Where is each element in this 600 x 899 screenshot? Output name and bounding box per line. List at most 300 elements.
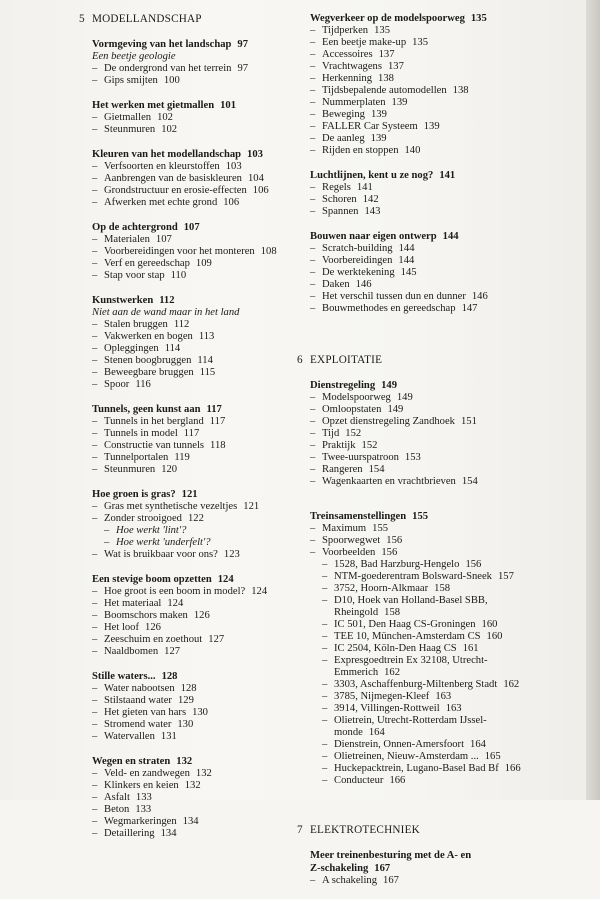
section-title-text: Z-schakeling — [310, 863, 369, 874]
section-title — [310, 510, 580, 523]
section-page-number: 149 — [381, 380, 398, 391]
toc-entry — [310, 121, 580, 133]
section-page-number: 132 — [176, 756, 193, 767]
toc-entry — [92, 525, 297, 537]
toc-entry — [92, 634, 297, 646]
entry-page-number: 100 — [163, 75, 180, 86]
toc-entry — [92, 246, 297, 258]
entry-page-number: 107 — [155, 234, 172, 245]
toc-entry — [92, 367, 297, 379]
toc-entry — [310, 703, 580, 715]
entry-text: Vrachtwagens — [322, 61, 382, 72]
entry-page-number: 117 — [183, 428, 200, 439]
entry-text: Gips smijten — [104, 75, 158, 86]
entry-text: De aanleg — [322, 133, 365, 144]
toc-entry — [92, 586, 297, 598]
entry-text: Huckepacktrein, Lugano-Basel Bad Bf — [334, 763, 499, 774]
toc-entry — [92, 355, 297, 367]
entry-text: Tunnelportalen — [104, 452, 169, 463]
toc-entry — [92, 768, 297, 780]
toc-section — [310, 230, 580, 315]
toc-entry — [310, 715, 580, 727]
entry-text: Spannen — [322, 206, 359, 217]
toc-entry — [310, 392, 580, 404]
toc-entry — [92, 319, 297, 331]
entry-text: Stromend water — [104, 719, 172, 730]
toc-section — [92, 488, 297, 561]
toc-entry — [310, 49, 580, 61]
entry-page-number: 117 — [209, 416, 226, 427]
entry-text: Asfalt — [104, 792, 130, 803]
entry-page-number: 161 — [462, 643, 479, 654]
entry-text: Detaillering — [104, 828, 155, 839]
entry-page-number: 115 — [199, 367, 216, 378]
entry-page-number: 154 — [461, 476, 478, 487]
entry-page-number: 144 — [398, 243, 415, 254]
entry-page-number: 149 — [396, 392, 413, 403]
toc-entry — [92, 270, 297, 282]
toc-entry — [310, 739, 580, 751]
toc-entry — [310, 571, 580, 583]
toc-entry — [92, 828, 297, 840]
toc-entry — [310, 243, 580, 255]
toc-section — [92, 294, 297, 391]
entry-page-number: 157 — [497, 571, 514, 582]
section-page-number: 101 — [220, 100, 236, 111]
entry-page-number: 137 — [387, 61, 404, 72]
toc-entry — [310, 404, 580, 416]
toc-entry — [310, 691, 580, 703]
entry-page-number: 156 — [465, 559, 482, 570]
entry-text: Tijdsbepalende automodellen — [322, 85, 447, 96]
section-title-text: Wegverkeer op de modelspoorweg — [310, 13, 465, 24]
entry-text: Beton — [104, 804, 130, 815]
entry-page-number: 114 — [197, 355, 213, 366]
entry-text: Accessoires — [322, 49, 373, 60]
entry-page-number: 152 — [361, 440, 378, 451]
section-title — [92, 670, 297, 683]
entry-page-number: 106 — [252, 185, 269, 196]
section-title — [92, 38, 297, 51]
entry-page-number: 138 — [378, 73, 394, 84]
entry-text: Voorbereidingen voor het monteren — [104, 246, 255, 257]
entry-page-number: 132 — [195, 768, 212, 779]
entry-text: Tunnels in het bergland — [104, 416, 204, 427]
entry-page-number: 123 — [223, 549, 240, 560]
entry-text: Aanbrengen van de basiskleuren — [104, 173, 242, 184]
toc-entry — [92, 683, 297, 695]
section-title — [92, 221, 297, 234]
entry-text: Verf en gereedschap — [104, 258, 190, 269]
entry-page-number: 151 — [460, 416, 477, 427]
toc-section — [92, 221, 297, 282]
section-title-text: Op de achtergrond — [92, 222, 178, 233]
entry-page-number: 133 — [135, 792, 152, 803]
page-edge — [586, 0, 600, 800]
entry-text: 3303, Aschaffenburg-Miltenberg Stadt — [334, 679, 498, 690]
entry-text: Hoe werkt 'underfelt'? — [116, 537, 211, 548]
section-page-number: 128 — [161, 671, 178, 682]
entry-page-number: 162 — [384, 667, 401, 678]
entry-page-number: 162 — [503, 679, 520, 690]
toc-entry — [310, 428, 580, 440]
section-page-number: 144 — [442, 231, 459, 242]
toc-entry — [310, 535, 580, 547]
entry-page-number: 116 — [135, 379, 151, 390]
entry-page-number: 127 — [208, 634, 225, 645]
toc-entry — [92, 537, 297, 549]
entry-text: Het loof — [104, 622, 140, 633]
entry-text: Bouwmethodes en gereedschap — [322, 303, 456, 314]
section-title-text: Kleuren van het modellandschap — [92, 149, 242, 160]
entry-text: Modelspoorweg — [322, 392, 391, 403]
toc-entry — [310, 875, 580, 887]
toc-entry — [310, 145, 580, 157]
entry-text: Regels — [322, 182, 351, 193]
entry-text: Omloopstaten — [322, 404, 382, 415]
chapter-heading — [79, 12, 297, 26]
section-title-text: Bouwen naar eigen ontwerp — [310, 231, 437, 242]
entry-page-number: 110 — [170, 270, 187, 281]
entry-page-number: 132 — [184, 780, 201, 791]
toc-section — [92, 99, 297, 136]
section-title — [92, 573, 297, 586]
entry-page-number: 108 — [260, 246, 277, 257]
toc-entry — [310, 667, 580, 679]
entry-text: Praktijk — [322, 440, 356, 451]
entry-page-number: 102 — [161, 124, 178, 135]
toc-entry — [310, 559, 580, 571]
entry-page-number: 97 — [237, 63, 249, 74]
entry-text: Tijdperken — [322, 25, 369, 36]
toc-entry — [310, 267, 580, 279]
chapter-number: 6 — [297, 354, 303, 366]
entry-page-number: 149 — [387, 404, 404, 415]
entry-text: Zeeschuim en zoethout — [104, 634, 203, 645]
section-page-number: 167 — [374, 863, 391, 874]
entry-text: De ondergrond van het terrein — [104, 63, 232, 74]
entry-page-number: 163 — [435, 691, 452, 702]
toc-entry — [310, 547, 580, 559]
entry-text: IC 2504, Köln-Den Haag CS — [334, 643, 457, 654]
entry-text: Daken — [322, 279, 350, 290]
entry-text: Conducteur — [334, 775, 384, 786]
chapter-heading — [297, 823, 580, 837]
section-title-text: Tunnels, geen kunst aan — [92, 404, 201, 415]
toc-entry — [92, 501, 297, 513]
section-title — [92, 99, 297, 112]
chapter-number: 7 — [297, 824, 303, 836]
entry-text: Spoorwegwet — [322, 535, 381, 546]
toc-entry — [310, 523, 580, 535]
entry-text: A schakeling — [322, 875, 378, 886]
toc-entry — [92, 695, 297, 707]
entry-page-number: 138 — [452, 85, 469, 96]
entry-text: Materialen — [104, 234, 150, 245]
toc-entry — [92, 549, 297, 561]
entry-text: 1528, Bad Harzburg-Hengelo — [334, 559, 460, 570]
entry-text: Steunmuren — [104, 464, 156, 475]
chapter-title: MODELLANDSCHAP — [92, 13, 202, 25]
entry-text: Constructie van tunnels — [104, 440, 205, 451]
section-title-text: Vormgeving van het landschap — [92, 39, 232, 50]
entry-page-number: 135 — [412, 37, 429, 48]
chapter-spacer — [310, 799, 580, 823]
section-page-number: 124 — [217, 574, 234, 585]
entry-page-number: 164 — [470, 739, 486, 750]
toc-entry — [310, 476, 580, 488]
entry-text: Herkenning — [322, 73, 373, 84]
section-title — [92, 755, 297, 768]
entry-page-number: 119 — [174, 452, 190, 463]
toc-entry — [92, 452, 297, 464]
section-title — [310, 169, 580, 182]
section-title-text: Treinsamenstellingen — [310, 511, 407, 522]
section-page-number: 141 — [439, 170, 456, 181]
toc-entry — [310, 291, 580, 303]
toc-section — [310, 169, 580, 218]
entry-page-number: 142 — [362, 194, 379, 205]
toc-entry — [310, 416, 580, 428]
toc-section — [310, 379, 580, 488]
entry-text: Rijden en stoppen — [322, 145, 399, 156]
toc-entry — [92, 622, 297, 634]
entry-text: Opzet dienstregeling Zandhoek — [322, 416, 455, 427]
toc-entry — [92, 197, 297, 209]
entry-page-number: 143 — [364, 206, 381, 217]
entry-page-number: 102 — [157, 112, 173, 123]
entry-page-number: 126 — [145, 622, 161, 633]
toc-entry — [92, 331, 297, 343]
section-title-text: Een stevige boom opzetten — [92, 574, 212, 585]
section-title — [310, 849, 580, 875]
entry-page-number: 120 — [161, 464, 178, 475]
toc-entry — [310, 727, 580, 739]
entry-text: IC 501, Den Haag CS-Groningen — [334, 619, 476, 630]
toc-entry — [310, 583, 580, 595]
chapter-title: EXPLOITATIE — [310, 354, 383, 366]
section-page-number: 135 — [470, 13, 487, 24]
entry-page-number: 139 — [423, 121, 440, 132]
entry-text: Schoren — [322, 194, 357, 205]
toc-entry — [92, 112, 297, 124]
toc-entry — [310, 303, 580, 315]
entry-page-number: 135 — [374, 25, 390, 36]
toc-entry — [310, 679, 580, 691]
entry-page-number: 144 — [398, 255, 415, 266]
entry-text: Het gieten van hars — [104, 707, 187, 718]
entry-text: Afwerken met echte grond — [104, 197, 218, 208]
entry-text: Verfsoorten en kleurstoffen — [104, 161, 220, 172]
toc-section — [92, 38, 297, 87]
toc-entry — [92, 804, 297, 816]
entry-text: Wagenkaarten en vrachtbrieven — [322, 476, 456, 487]
section-title — [92, 294, 297, 307]
entry-text: Olietrein, Utrecht-Rotterdam IJssel- — [334, 715, 487, 726]
toc-entry — [310, 751, 580, 763]
entry-page-number: 106 — [223, 197, 240, 208]
entry-page-number: 127 — [164, 646, 181, 657]
entry-text: Hoe werkt 'lint'? — [116, 525, 187, 536]
entry-text: Stap voor stap — [104, 270, 165, 281]
toc-entry — [92, 416, 297, 428]
entry-page-number: 160 — [481, 619, 498, 630]
entry-text: Opleggingen — [104, 343, 159, 354]
entry-text: Het materiaal — [104, 598, 162, 609]
entry-page-number: 145 — [400, 267, 417, 278]
entry-text: Naaldbomen — [104, 646, 159, 657]
entry-text: Stenen boogbruggen — [104, 355, 192, 366]
entry-text: 3914, Villingen-Rottweil — [334, 703, 440, 714]
entry-text: 3785, Nijmegen-Kleef — [334, 691, 430, 702]
entry-text: Beweging — [322, 109, 365, 120]
entry-page-number: 103 — [225, 161, 242, 172]
toc-entry — [92, 816, 297, 828]
entry-text: FALLER Car Systeem — [322, 121, 418, 132]
entry-page-number: 166 — [389, 775, 406, 786]
toc-section — [310, 12, 580, 157]
toc-entry — [310, 440, 580, 452]
entry-page-number: 134 — [182, 816, 199, 827]
entry-text: Grondstructuur en erosie-effecten — [104, 185, 247, 196]
entry-text: Spoor — [104, 379, 130, 390]
entry-text: Dienstrein, Onnen-Amersfoort — [334, 739, 465, 750]
entry-text: Wat is bruikbaar voor ons? — [104, 549, 218, 560]
section-title-text: Luchtlijnen, kent u ze nog? — [310, 170, 434, 181]
toc-entry — [310, 73, 580, 85]
entry-page-number: 158 — [384, 607, 401, 618]
toc-entry — [92, 513, 297, 525]
section-title — [310, 230, 580, 243]
section-page-number: 103 — [247, 149, 263, 160]
entry-text: 3752, Hoorn-Alkmaar — [334, 583, 429, 594]
entry-page-number: 133 — [135, 804, 152, 815]
toc-entry — [310, 85, 580, 97]
entry-text: Scratch-building — [322, 243, 393, 254]
section-title-text: Dienstregeling — [310, 380, 376, 391]
entry-page-number: 113 — [198, 331, 215, 342]
section-page-number: 121 — [181, 489, 198, 500]
entry-text: monde — [334, 727, 363, 738]
chapter-number: 5 — [79, 13, 85, 25]
section-title-text: Meer treinenbesturing met de A- en — [310, 850, 472, 861]
toc-entry — [310, 452, 580, 464]
entry-text: Water nabootsen — [104, 683, 175, 694]
entry-page-number: 109 — [195, 258, 212, 269]
toc-entry — [310, 25, 580, 37]
entry-page-number: 141 — [356, 182, 373, 193]
toc-entry — [310, 97, 580, 109]
entry-page-number: 147 — [461, 303, 478, 314]
section-title-text: Stille waters... — [92, 671, 156, 682]
entry-text: Wegmarkeringen — [104, 816, 177, 827]
entry-text: Rangeren — [322, 464, 363, 475]
chapter-spacer — [310, 327, 580, 353]
toc-entry — [92, 464, 297, 476]
toc-entry — [92, 440, 297, 452]
entry-page-number: 114 — [164, 343, 181, 354]
entry-text: Stilstaand water — [104, 695, 172, 706]
section-title — [92, 403, 297, 416]
entry-page-number: 104 — [247, 173, 264, 184]
entry-page-number: 167 — [383, 875, 399, 886]
toc-entry — [92, 719, 297, 731]
toc-entry — [92, 610, 297, 622]
entry-text: TEE 10, München-Amsterdam CS — [334, 631, 481, 642]
toc-entry — [92, 707, 297, 719]
toc-entry — [310, 133, 580, 145]
toc-entry — [310, 775, 580, 787]
entry-page-number: 139 — [370, 109, 387, 120]
entry-text: D10, Hoek van Holland-Basel SBB, — [334, 595, 488, 606]
section-title — [310, 379, 580, 392]
section-page-number: 97 — [237, 39, 249, 50]
entry-page-number: 128 — [180, 683, 197, 694]
toc-right-column — [297, 12, 580, 899]
entry-page-number: 160 — [486, 631, 503, 642]
entry-text: Hoe groot is een boom in model? — [104, 586, 246, 597]
toc-entry — [92, 428, 297, 440]
section-page-number: 117 — [206, 404, 222, 415]
section-page-number: 112 — [159, 295, 175, 306]
toc-entry — [310, 595, 580, 607]
toc-entry — [310, 464, 580, 476]
entry-text: Watervallen — [104, 731, 155, 742]
toc-entry — [310, 182, 580, 194]
entry-page-number: 155 — [372, 523, 389, 534]
entry-page-number: 137 — [378, 49, 395, 60]
entry-page-number: 165 — [484, 751, 501, 762]
entry-page-number: 124 — [167, 598, 184, 609]
toc-left-column — [79, 12, 297, 852]
entry-text: NTM-goederentram Bolsward-Sneek — [334, 571, 492, 582]
toc-entry — [92, 161, 297, 173]
chapter-heading — [297, 353, 580, 367]
toc-section — [92, 670, 297, 743]
toc-entry — [92, 258, 297, 270]
toc-entry — [310, 619, 580, 631]
entry-page-number: 112 — [173, 319, 190, 330]
entry-text: Voorbeelden — [322, 547, 376, 558]
toc-section — [92, 403, 297, 476]
toc-entry — [92, 598, 297, 610]
entry-text: De werktekening — [322, 267, 395, 278]
entry-page-number: 131 — [160, 731, 177, 742]
entry-page-number: 146 — [355, 279, 372, 290]
entry-page-number: 139 — [370, 133, 387, 144]
entry-text: Olietreinen, Nieuw-Amsterdam ... — [334, 751, 479, 762]
entry-text: Tijd — [322, 428, 340, 439]
toc-entry — [92, 234, 297, 246]
chapter-title: ELEKTROTECHNIEK — [310, 824, 420, 836]
entry-text: Twee-uurspatroon — [322, 452, 399, 463]
toc-entry — [92, 343, 297, 355]
entry-page-number: 130 — [177, 719, 194, 730]
entry-text: Nummerplaten — [322, 97, 386, 108]
toc-entry — [92, 185, 297, 197]
entry-text: Expresgoedtrein Ex 32108, Utrecht- — [334, 655, 488, 666]
toc-entry — [310, 255, 580, 267]
entry-page-number: 156 — [386, 535, 403, 546]
toc-entry — [310, 655, 580, 667]
entry-text: Beweegbare bruggen — [104, 367, 194, 378]
entry-page-number: 129 — [177, 695, 194, 706]
entry-page-number: 139 — [391, 97, 408, 108]
section-title — [92, 148, 297, 161]
entry-page-number: 118 — [210, 440, 226, 451]
entry-text: Zonder strooigoed — [104, 513, 182, 524]
entry-page-number: 152 — [345, 428, 362, 439]
